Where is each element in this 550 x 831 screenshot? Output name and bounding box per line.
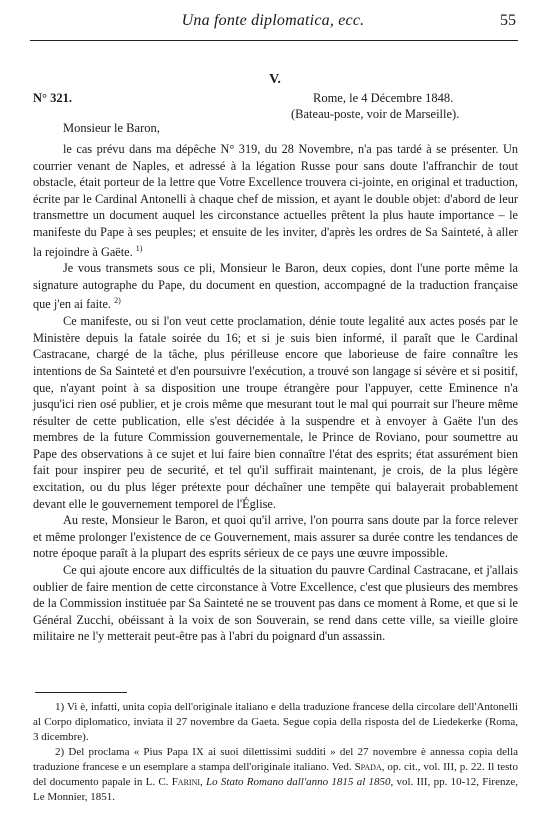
salutation: Monsieur le Baron, [63, 121, 160, 135]
footnote-mark: 1) [55, 701, 65, 713]
footnote-2: 2) Del proclama « Pius Papa IX ai suoi dilettissimi sudditi » del 27 novembre è annessa copia della traduzione francese e un esemplare a stampa dell'originale italiano. Ved. Spada, op. cit., vol. III, p. 22. Il testo del documento papale in L. C. Farini, Lo Stato Romano dall'anno 1815 al 1850, vol. III, pp. 10-12, Firenze, Le Monnier, 1851. [33, 746, 519, 803]
body-paragraph: Ce qui ajoute encore aux difficultés de la situation du pauvre Cardinal Castracane, et j'allais oublier de faire mention de cette circonstance à Votre Excellence, c'est que plusieurs des membres de la Commission instituée par Sa Sainteté ne se trouvent pas dans ce moment à Rome, et que si le Général Zucchi, obéissant à la voix de son Souverain, se rend dans cette ville, sa vieille gloire militaire ne l'y metterait peut-être pas à l'abri du poignard d'un assassin. [33, 563, 518, 644]
page-number: 55 [500, 12, 516, 29]
body-paragraph [33, 260, 518, 313]
cited-title: Lo Stato Romano dall'anno 1815 al 1850 [206, 776, 391, 788]
letter-place: (Bateau-poste, voir de Marseille). [291, 107, 460, 121]
document-number: N° 321. [33, 91, 73, 105]
page-header [30, 12, 516, 34]
footnote-text: Vi è, infatti, unita copia dell'originale italiano e della traduzione francese della circolare dell'Antonelli al Corpo diplomatico, inviata il 27 novembre da Gaeta. Segue copia della risposta del de Liedekerke (Roma, 3 dicembre). [33, 701, 518, 743]
footnote-ref: 2) [114, 296, 121, 306]
body-paragraph [33, 141, 518, 260]
paragraph-text: Je vous transmets sous ce pli, Monsieur le Baron, deux copies, dont l'une porte même la signature autographe du Pape, du document en question, accompagné de la traduction française que j'en ai faite. [33, 261, 518, 312]
letter-body [33, 141, 518, 645]
cited-author: Spada [354, 761, 382, 773]
footnotes [33, 700, 518, 805]
section-numeral: V. [269, 72, 281, 87]
running-title: Una fonte diplomatica, ecc. [181, 12, 365, 29]
footnote-1 [33, 700, 518, 745]
cited-author: Farini [171, 776, 201, 788]
body-paragraph: Au reste, Monsieur le Baron, et quoi qu'il arrive, l'on pourra sans doute par la force relever et même prolonger l'existence de ce Gouvernement, mais assurer sa durée contre les tendances de notre époque paraît à la plupart des esprits sérieux de ce pays une œuvre impossible. [33, 513, 518, 561]
footnote-mark: 2) [55, 746, 65, 758]
footnote-text: , vol. III, pp. 10-12, Firenze, Le Monnier, 1851. [33, 776, 518, 803]
body-paragraph: Ce manifeste, ou si l'on veut cette proclamation, dénie toute legalité aux actes posés par le Ministère depuis la fatale soirée du 16; et si je suis bien informé, il paraît que le Cardinal Castracane, chargé de la tâche, plus périlleuse encore que laborieuse de faire connaître les intentions de Sa Sainteté et d'en poursuivre l'exécution, a trouvé son langage si sévère et si positif, que, n'ayant point à sa disposition une troupe étrangère pour l'appuyer, cette Eminence n'a jusqu'ici rien osé publier, et je crois même que mesurant tout le mal qui pourrait sur l'heure même résulter de cette publication, elle s'est décidée à la suspendre et à envoyer à Gaëte l'un des membres de la future Commission gouvernementale, le Prince de Roviano, pour soumettre au Pape des observations à ce sujet et lui faire bien connaître l'état des esprits; état assurément bien fait pour inspirer peu de securité, et tel qu'il suffirait maintenant, je crois, de la plus légère excitation, ou du plus léger prétexte pour déchaîner une tempête qui balayerait probablement devant elle le gouvernement temporel de l'Église. [33, 314, 518, 511]
footnote-text: , op. cit., vol. III, p. 22. Il testo del documento papale in L. C. [33, 761, 518, 788]
header-rule [30, 40, 518, 41]
paragraph-text: le cas prévu dans ma dépêche N° 319, du 28 Novembre, n'a pas tardé à se présenter. Un courrier venant de Naples, et adressé à la légation Russe pour sans doute l'affranchir de tout obstacle, était porteur de la lettre que Votre Excellence trouvera ci-jointe, en original et traduction, écrite par le Cardinal Antonelli à chaque chef de mission, et ayant le double objet: d'abord de leur transmettre un document auquel les circonstance actuelles prêtent la plus haute importance – le manifeste du Pape à ses peuples; et ensuite de les inviter, d'après les ordres de Sa Sainteté, à aller la rejoindre à Gaëte. [33, 142, 518, 259]
footnote-text: Del proclama « Pius Papa IX ai suoi dilettissimi sudditi » del 27 novembre è annessa copia della traduzione francese e un esemplare a stampa dell'originale italiano. Ved. [33, 746, 519, 773]
letter-date: Rome, le 4 Décembre 1848. [313, 91, 454, 105]
footnote-rule [35, 692, 127, 693]
footnote-ref: 1) [135, 243, 143, 253]
